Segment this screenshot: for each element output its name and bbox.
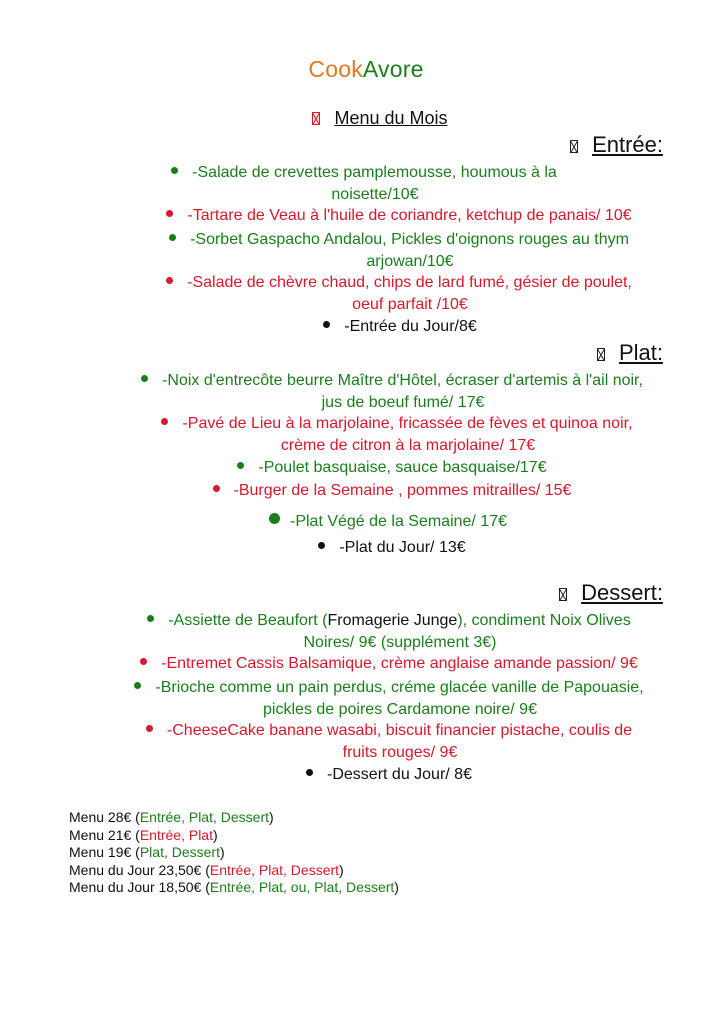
item-text: -Salade de chèvre chaud, chips de lard fumé, gésier de poulet, <box>187 274 632 291</box>
menu-item <box>0 537 724 559</box>
menu-item <box>0 272 724 315</box>
menu-item <box>0 720 724 763</box>
formula-line: Menu 19€ (Plat, Dessert) <box>69 844 225 860</box>
menu-item <box>0 205 724 227</box>
menu-item <box>0 316 724 338</box>
bullet-icon <box>146 725 153 732</box>
item-text: ), condiment Noix Olives <box>457 612 631 629</box>
item-text-producer: Fromagerie Junge <box>327 612 458 629</box>
bullet-icon <box>318 542 325 549</box>
menu-item <box>0 162 724 205</box>
bullet-icon <box>269 513 280 524</box>
item-text: -Poulet basquaise, sauce basquaise/17€ <box>258 459 547 476</box>
item-text-cont: fruits rouges/ 9€ <box>342 743 458 761</box>
formula-courses: Entrée, Plat, Dessert <box>139 809 269 825</box>
bullet-icon <box>147 615 154 622</box>
formula-line: Menu 21€ (Entrée, Plat) <box>69 826 218 843</box>
bullet-icon <box>134 682 141 689</box>
item-text: -Tartare de Veau à l'huile de coriandre, ketchup de panais/ 10€ <box>187 207 632 224</box>
item-text: -Assiette de Beaufort ( <box>168 612 328 629</box>
menu-title <box>0 108 724 129</box>
bullet-icon <box>161 418 168 425</box>
bullet-icon <box>169 234 176 241</box>
bullet-icon <box>237 462 244 469</box>
formula-courses: Entrée, Plat, Dessert <box>209 861 340 878</box>
menu-item <box>0 610 724 653</box>
formula-line: Menu du Jour 23,50€ (Entrée, Plat, Dessert) <box>69 861 344 878</box>
bullet-icon <box>306 769 313 776</box>
bullet-icon <box>171 167 178 174</box>
menu-item <box>0 457 724 479</box>
item-text-cont: noisette/10€ <box>331 185 419 203</box>
formula-line: Menu du Jour 18,50€ (Entrée, Plat, ou, Plat, Dessert) <box>69 879 399 895</box>
item-text-cont: arjowan/10€ <box>366 252 454 270</box>
item-text: -Brioche comme un pain perdus, créme glacée vanille de Papouasie, <box>155 679 644 696</box>
formula-courses: Entrée, Plat <box>139 826 213 843</box>
item-text: -Entremet Cassis Balsamique, crème anglaise amande passion/ 9€ <box>161 655 638 672</box>
item-text: -Plat du Jour/ 13€ <box>339 539 466 556</box>
item-text-cont: oeuf parfait /10€ <box>352 295 468 313</box>
menu-formulas <box>69 809 399 897</box>
bullet-icon <box>323 321 330 328</box>
menu-item <box>0 677 724 720</box>
item-text: -Noix d'entrecôte beurre Maître d'Hôtel, écraser d'artemis à l'ail noir, <box>162 372 643 389</box>
menu-item <box>0 413 724 456</box>
bullet-icon <box>166 210 173 217</box>
section-title: Plat: <box>618 340 663 365</box>
section-heading-plat <box>597 340 663 366</box>
bullet-icon <box>166 277 173 284</box>
brand-part-cook: Cook <box>308 56 363 82</box>
section-title: Entrée: <box>592 132 663 157</box>
item-text-cont: Noires/ 9€ (supplément 3€) <box>303 633 497 651</box>
bullet-icon <box>141 375 148 382</box>
item-text-cont: crème de citron à la marjolaine/ 17€ <box>280 436 536 454</box>
item-text: -CheeseCake banane wasabi, biscuit financier pistache, coulis de <box>166 722 633 739</box>
missing-glyph-box-icon <box>312 112 320 125</box>
formula-courses: Plat, Dessert <box>139 844 220 860</box>
missing-glyph-box-icon <box>559 588 567 601</box>
menu-item <box>0 370 724 413</box>
section-heading-dessert <box>559 580 663 606</box>
item-text: -Sorbet Gaspacho Andalou, Pickles d'oignons rouges au thym <box>190 231 629 248</box>
menu-item <box>0 480 724 502</box>
formula-line: Menu 28€ (Entrée, Plat, Dessert) <box>69 809 274 825</box>
item-text: -Pavé de Lieu à la marjolaine, fricassée de fèves et quinoa noir, <box>182 415 633 432</box>
bullet-icon <box>213 485 220 492</box>
item-text: -Burger de la Semaine , pommes mitrailles/ 15€ <box>233 482 572 499</box>
menu-item <box>0 511 724 533</box>
item-text: -Dessert du Jour/ 8€ <box>327 766 472 783</box>
section-title: Dessert: <box>581 580 663 605</box>
formula-courses: Entrée, Plat, ou, Plat, Dessert <box>209 879 395 895</box>
item-text: -Plat Végé de la Semaine/ 17€ <box>289 513 508 530</box>
menu-title-label: Menu du Mois <box>334 108 448 128</box>
section-heading-entree <box>570 132 663 158</box>
item-text: -Entrée du Jour/8€ <box>344 318 477 335</box>
missing-glyph-box-icon <box>570 140 578 153</box>
missing-glyph-box-icon <box>597 348 605 361</box>
bullet-icon <box>140 658 147 665</box>
menu-item <box>0 764 724 786</box>
item-text-cont: jus de boeuf fumé/ 17€ <box>321 393 485 411</box>
menu-item <box>0 653 724 675</box>
menu-item <box>0 229 724 272</box>
item-text: -Salade de crevettes pamplemousse, houmous à la <box>192 164 557 181</box>
brand-logo <box>0 56 724 83</box>
brand-part-avore: Avore <box>362 56 424 82</box>
item-text-cont: pickles de poires Cardamone noire/ 9€ <box>263 700 537 718</box>
